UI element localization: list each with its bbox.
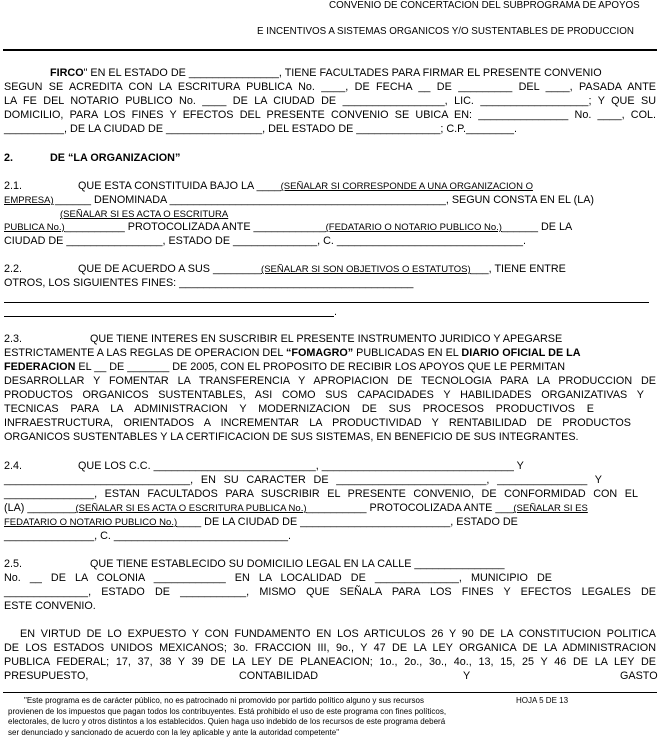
section-2-title: DE “LA ORGANIZACION” <box>50 152 181 164</box>
footer-rule <box>3 692 657 693</box>
p24-line-2: _______________________________, EN SU CARACTER DE _________________________, _______________ Y <box>4 474 602 486</box>
footer-legend-2: provienen de los impuestos que pagan todos los contribuyentes. Está prohibido el uso de este programa con fines políticos, <box>8 706 447 716</box>
p25-line-2: No. __ DE LA COLONIA ____________ EN LA LOCALIDAD DE ______________, MUNICIPIO DE <box>4 572 552 584</box>
firco-line-4: DOMICILIO, PARA LOS FINES Y EFECTOS DEL PRESENTE CONVENIO SE UBICA EN: _______________ No. ____, COL. <box>4 109 656 121</box>
p23-line-7: INFRAESTRUCTURA, ORIENTADOS A INCREMENTAR LA PRODUCTIVIDAD Y RENTABILIDAD DE PRODUCTOS <box>4 417 631 429</box>
p22-blank-line-2 <box>4 316 334 317</box>
p22-number: 2.2. <box>4 263 23 275</box>
section-2-number: 2. <box>4 152 14 164</box>
closing-line-1: EN VIRTUD DE LO EXPUESTO Y CON FUNDAMENTO EN LOS ARTICULOS 26 Y 90 DE LA CONSTITUCION POLITICA <box>20 628 656 640</box>
closing-line-2: DE LOS ESTADOS UNIDOS MEXICANOS; 3o. FRACCION III, 9o., Y 47 DE LA LEY ORGANICA DE LA ADMINISTRACION <box>4 642 656 654</box>
p25-number: 2.5. <box>4 558 23 570</box>
header-line-2: E INCENTIVOS A SISTEMAS ORGANICOS Y/O SUSTENTABLES DE PRODUCCION <box>257 26 634 37</box>
p24-line-6: _______________, C. _____________________________. <box>4 530 292 542</box>
p22-period: . <box>334 306 337 318</box>
closing-line-4d: GASTO <box>620 670 658 682</box>
p23-line-6: TECNICAS PARA LA ADMINISTRACION Y MODERNIZACION DE SUS PROCESOS PRODUCTIVOS E <box>4 403 594 415</box>
p22-line-1: QUE DE ACUERDO A SUS ________(SEÑALAR SI SON OBJETIVOS O ESTATUTOS)___, TIENE ENTRE <box>78 263 566 275</box>
p23-number: 2.3. <box>4 333 23 345</box>
p21-note-acta: (SEÑALAR SI ES ACTA O ESCRITURA <box>60 209 229 220</box>
p21-note-empresa: EMPRESA) <box>4 195 54 206</box>
footer-legend-4: ser denunciado y sancionado de acuerdo con la ley aplicable y ante la autoridad competente" <box>8 727 340 737</box>
p21-line-4: PUBLICA No.)__________ PROTOCOLIZADA ANTE ____________(FEDATARIO O NOTARIO PUBLICO No.)______ DE LA <box>4 221 573 233</box>
p23-line-3: FEDERACION EL __ DE _______ DE 2005, CON EL PROPOSITO DE RECIBIR LOS APOYOS QUE LE PERMITAN <box>4 361 566 373</box>
closing-line-4b: CONTABILIDAD <box>239 670 318 682</box>
firco-name: FIRCO <box>50 67 84 79</box>
fomagro-label: “FOMAGRO” <box>286 347 354 359</box>
p23-line-5: PRODUCTOS ORGANICOS SUSTENTABLES, ASI COMO SUS CAPACIDADES Y HABILIDADES ORGANIZATIVAS Y <box>4 389 644 401</box>
dof-label: DIARIO OFICIAL DE LA <box>461 347 581 359</box>
p21-line-2: ______ DENOMINADA ______________________________________________, SEGUN CONSTA EN EL (LA) <box>55 194 595 206</box>
page-number: HOJA 5 DE 13 <box>516 696 569 705</box>
p24-line-5: FEDATARIO O NOTARIO PUBLICO No.)____ DE LA CIUDAD DE _________________________, ESTADO DE <box>4 516 518 528</box>
p24-line-1: QUE LOS C.C. ___________________________, ________________________________ Y <box>78 460 524 472</box>
footer-legend-3: electorales, de lucro y otros distintos a los establecidos. Quien haga uso indebido de los recursos de este programa deberá <box>8 717 446 726</box>
p23-line-4: DESARROLLAR Y FOMENTAR LA TRANSFERENCIA Y APROPIACION DE TECNOLOGIA PARA LA PRODUCCION DE <box>4 375 656 387</box>
closing-line-4c: Y <box>463 670 471 682</box>
closing-line-4a: PRESUPUESTO, <box>4 670 89 682</box>
p25-line-3: ______________, ESTADO DE ___________, MISMO QUE SEÑALA PARA LOS FINES Y EFECTOS LEGALES DE <box>4 586 656 598</box>
p23-line-8: ORGANICOS SUSTENTABLES Y LA CERTIFICACION DE SUS SISTEMAS, EN BENEFICIO DE SUS INTEGRANTES. <box>4 431 579 443</box>
closing-line-3: PUBLICA FEDERAL; 17, 37, 38 Y 39 DE LA LEY DE PLANEACION; 1o., 2o., 3o., 4o., 13, 15, 25 Y 46 DE LA LEY DE <box>4 656 656 668</box>
p23-line-1: QUE TIENE INTERES EN SUSCRIBIR EL PRESENTE INSTRUMENTO JURIDICO Y APEGARSE <box>90 333 563 345</box>
p22-blank-line-1 <box>4 302 649 303</box>
p21-note-organizacion: (SEÑALAR SI CORRESPONDE A UNA ORGANIZACION O <box>280 181 533 192</box>
p24-line-4: (LA) ________(SEÑALAR SI ES ACTA O ESCRITURA PUBLICA No.)__________ PROTOCOLIZADA ANTE ___(SEÑALAR SI ES <box>4 502 588 514</box>
p21-line-5: CIUDAD DE ________________, ESTADO DE ______________, C. _______________________________. <box>4 235 527 247</box>
firco-line-1: FIRCO" EN EL ESTADO DE _______________, TIENE FACULTADES PARA FIRMAR EL PRESENTE CONVENIO <box>50 67 602 79</box>
p25-line-4: ESTE CONVENIO. <box>4 600 96 612</box>
firco-line-5: __________, DE LA CIUDAD DE ________________, DEL ESTADO DE ______________; C.P.________. <box>4 123 518 135</box>
p23-line-2: ESTRICTAMENTE A LAS REGLAS DE OPERACION DEL “FOMAGRO” PUBLICADAS EN EL DIARIO OFICIAL DE LA <box>4 347 581 359</box>
p21-number: 2.1. <box>4 180 23 192</box>
firco-line-3: LA FE DEL NOTARIO PUBLICO No. ____ DE LA CIUDAD DE _________________, LIC. __________________; Y QUE SU <box>4 95 656 107</box>
header-rule <box>3 49 657 51</box>
p24-line-3: _______________, ESTAN FACULTADOS PARA SUSCRIBIR EL PRESENTE CONVENIO, DE CONFORMIDAD CON EL <box>4 488 638 500</box>
p21-line-1: QUE ESTA CONSTITUIDA BAJO LA ____(SEÑALAR SI CORRESPONDE A UNA ORGANIZACION O <box>78 180 533 192</box>
p25-line-1: QUE TIENE ESTABLECIDO SU DOMICILIO LEGAL EN LA CALLE _______________ <box>90 558 505 570</box>
p24-number: 2.4. <box>4 460 23 472</box>
p22-line-2: OTROS, LOS SIGUIENTES FINES: _______________________________________ <box>4 277 414 289</box>
firco-line-2: SEGUN SE ACREDITA CON LA ESCRITURA PUBLICA No. ____, DE FECHA __ DE _________ DEL ____, PASADA ANTE <box>4 81 656 93</box>
header-line-1: CONVENIO DE CONCERTACION DEL SUBPROGRAMA DE APOYOS <box>329 0 640 11</box>
footer-legend-1: "Este programa es de carácter público, no es patrocinado ni promovido por partido político alguno y sus recursos <box>24 696 424 705</box>
